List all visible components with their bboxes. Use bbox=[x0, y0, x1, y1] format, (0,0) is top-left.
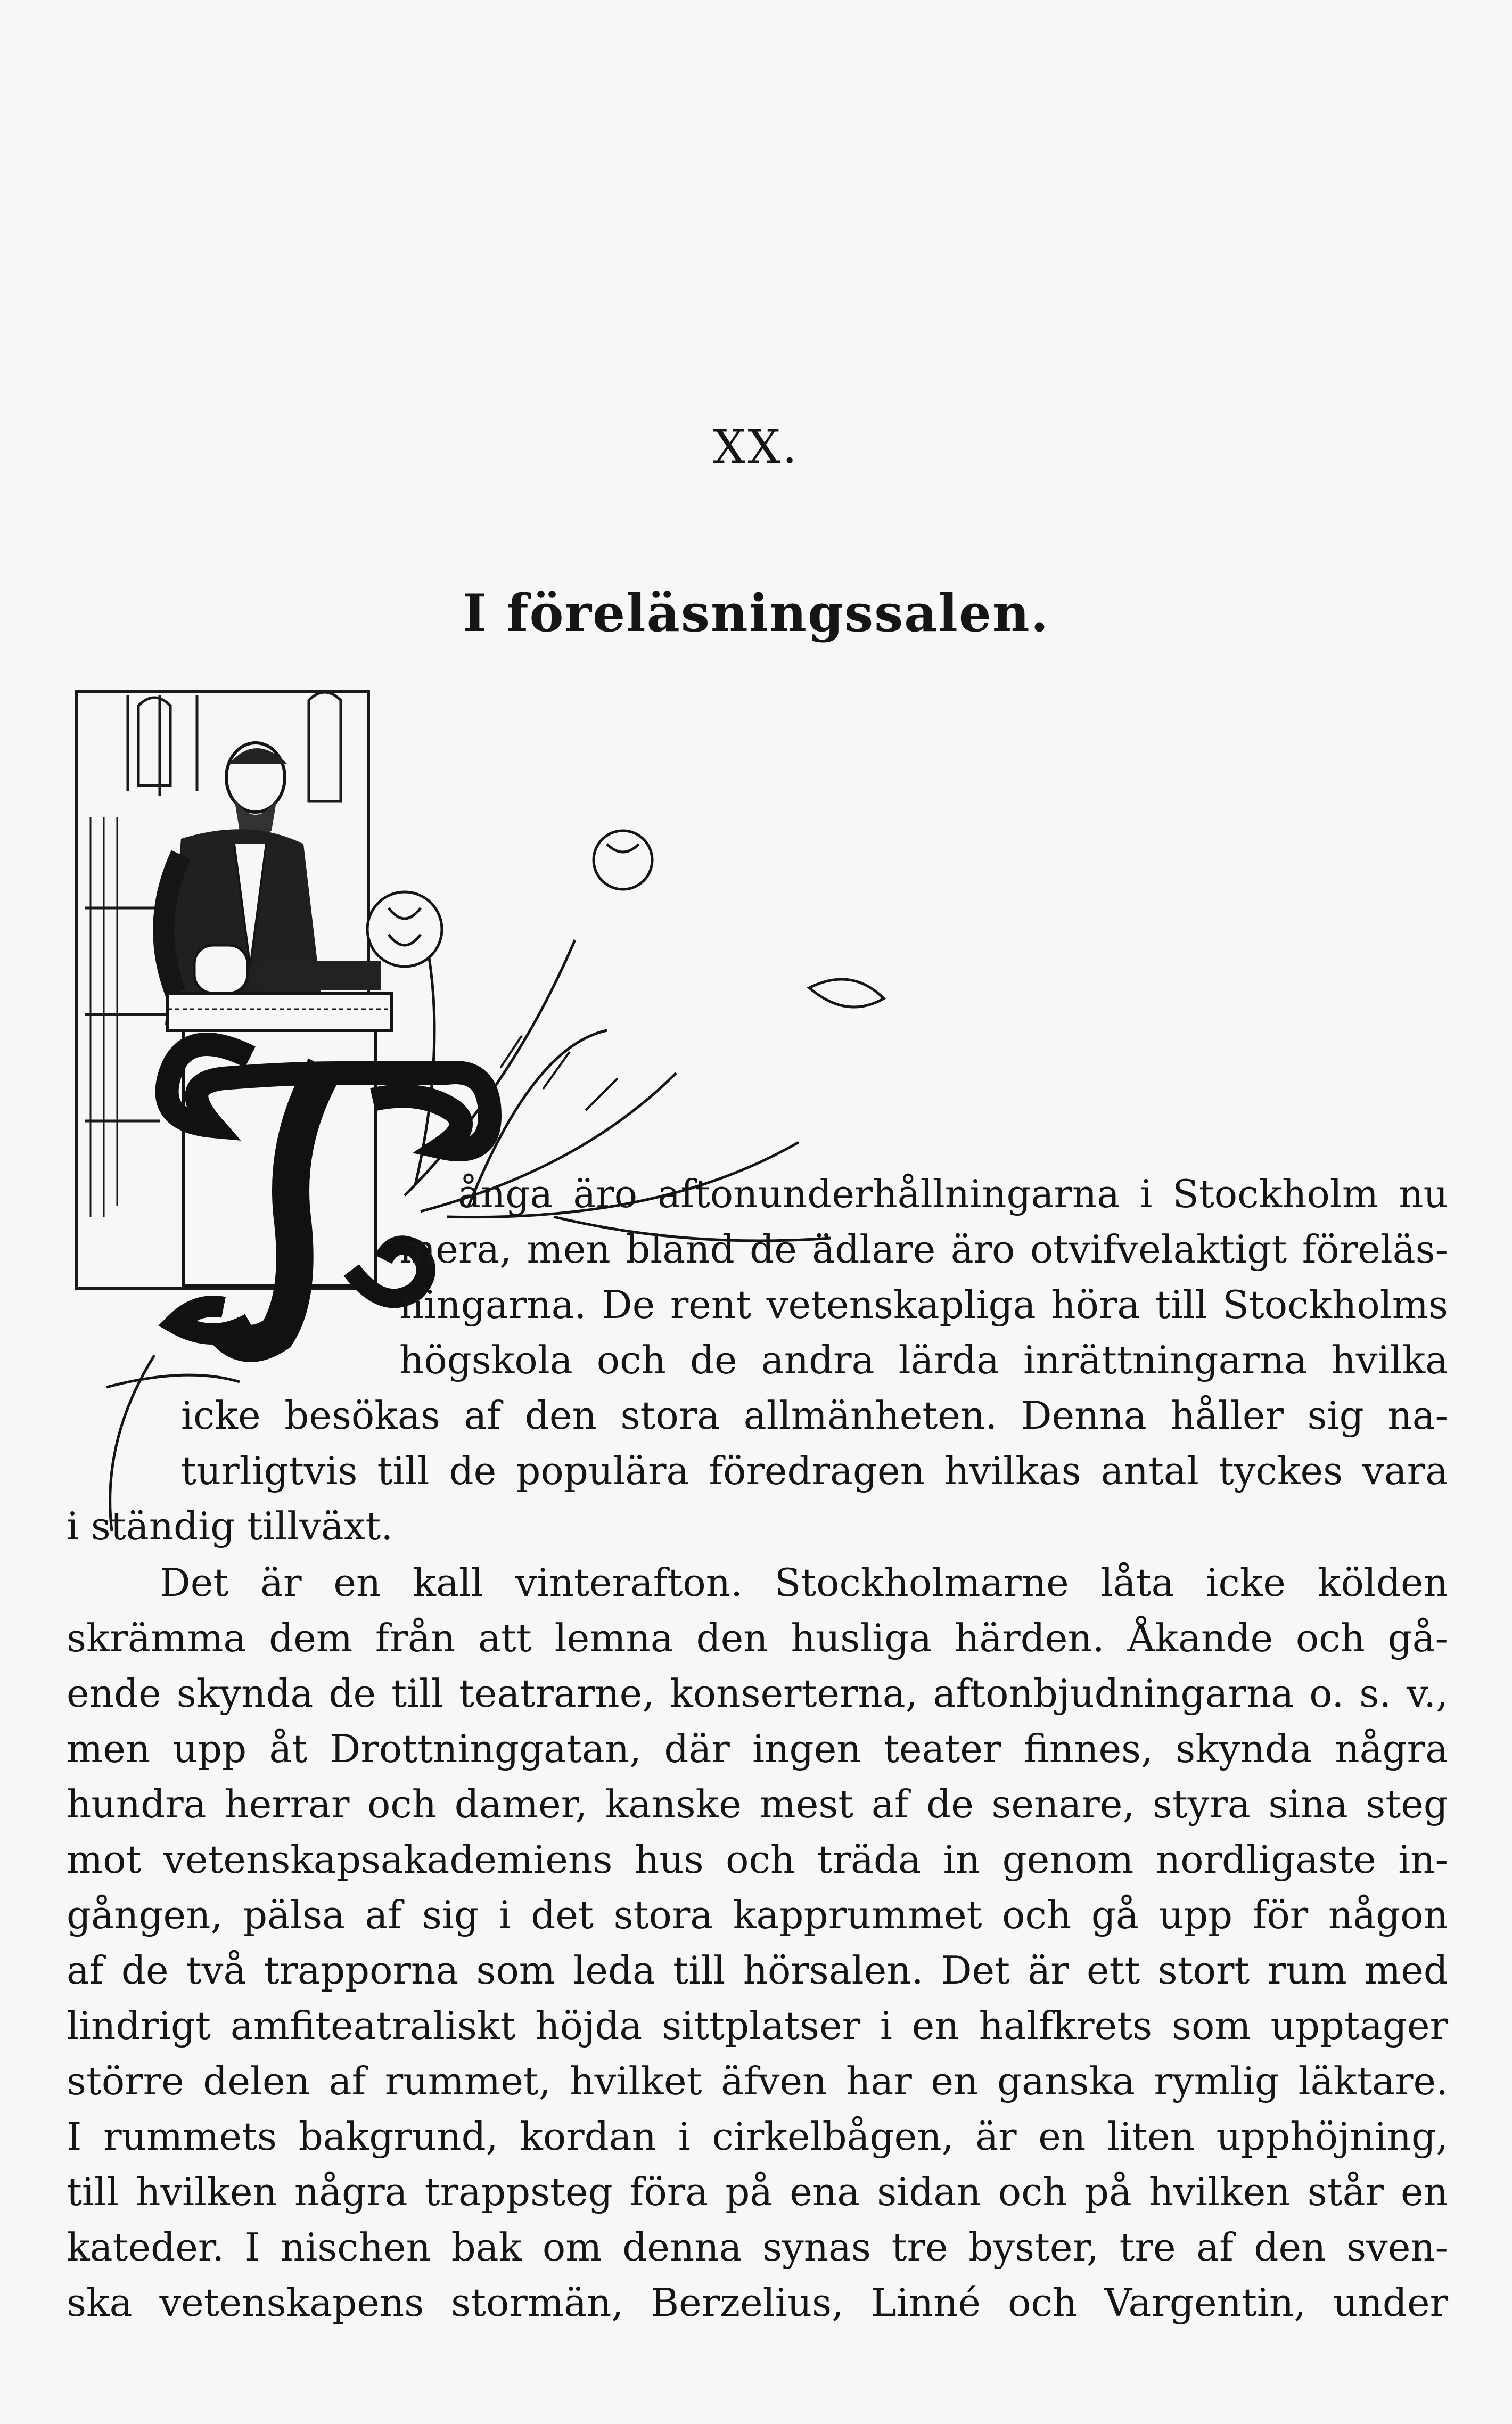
text-line: ska vetenskapens stormän, Berzelius, Linné och Vargentin, under bbox=[67, 2280, 1448, 2325]
text-line: I rummets bakgrund, kordan i cirkelbågen, är en liten upphöjning, bbox=[67, 2114, 1448, 2159]
dropcap-text: T bbox=[298, 1287, 302, 1293]
text-line: hundra herrar och damer, kanske mest af de senare, styra sina steg bbox=[67, 1782, 1448, 1827]
text-line: mera, men bland de ädlare äro otvifvelaktigt föreläs- bbox=[399, 1227, 1448, 1272]
chapter-title: I föreläsningssalen. bbox=[462, 583, 1050, 643]
text-line: kateder. I nischen bak om denna synas tre byster, tre af den sven- bbox=[67, 2225, 1448, 2270]
text-line: i ständig tillväxt. bbox=[67, 1504, 393, 1549]
text-line: lindrigt amfiteatraliskt höjda sittplatser i en halfkrets som upptager bbox=[67, 2003, 1448, 2048]
text-line: högskola och de andra lärda inrättningarna hvilka bbox=[399, 1338, 1448, 1382]
text-line: mot vetenskapsakademiens hus och träda in genom nordligaste in- bbox=[67, 1837, 1448, 1882]
text-line: Det är en kall vinterafton. Stockholmarne låta icke kölden bbox=[160, 1560, 1448, 1605]
text-line: turligtvis till de populära föredragen hvilkas antal tyckes vara bbox=[181, 1448, 1448, 1493]
chapter-number: XX. bbox=[713, 421, 799, 474]
text-line: skrämma dem från att lemna den husliga härden. Åkande och gå- bbox=[67, 1616, 1448, 1660]
text-line: men upp åt Drottninggatan, där ingen teater finnes, skynda några bbox=[67, 1726, 1448, 1771]
text-line: gången, pälsa af sig i det stora kapprummet och gå upp för någon bbox=[67, 1893, 1448, 1937]
text-line: ånga äro aftonunderhållningarna i Stockholm nu bbox=[458, 1172, 1448, 1216]
text-line: icke besökas af den stora allmänheten. Denna håller sig na- bbox=[181, 1393, 1448, 1438]
text-line: större delen af rummet, hvilket äfven har en ganska rymlig läktare. bbox=[67, 2059, 1448, 2103]
text-line: ende skynda de till teatrarne, konserterna, aftonbjudningarna o. s. v., bbox=[67, 1671, 1448, 1716]
text-line: till hvilken några trappsteg föra på ena sidan och på hvilken står en bbox=[67, 2169, 1448, 2214]
text-line: af de två trapporna som leda till hörsalen. Det är ett stort rum med bbox=[67, 1948, 1448, 1993]
text-line: ningarna. De rent vetenskapliga höra till Stockholms bbox=[399, 1282, 1448, 1327]
